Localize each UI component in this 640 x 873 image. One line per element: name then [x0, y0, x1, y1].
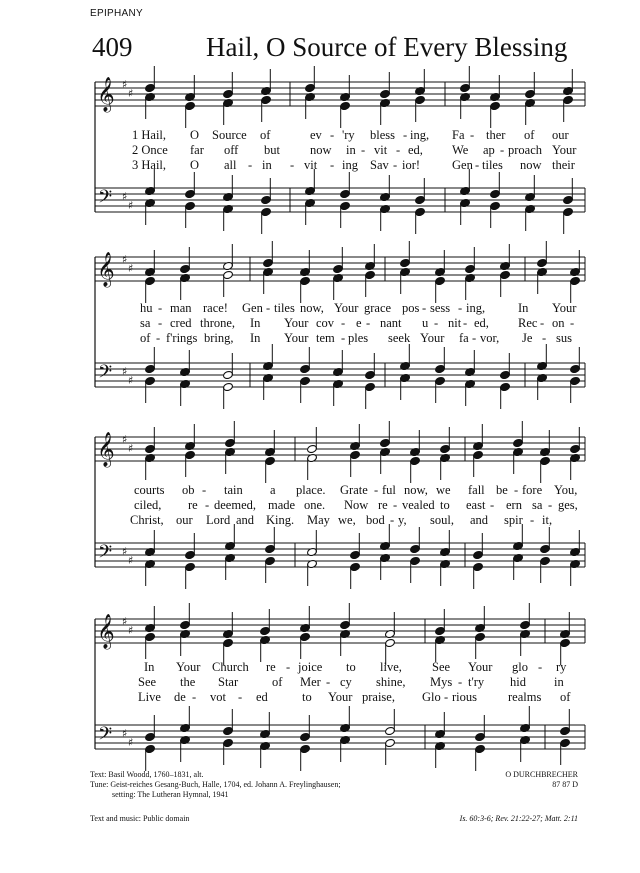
bass-clef-icon: 𝄢	[98, 187, 113, 212]
lyric-syllable: ob	[182, 483, 195, 497]
lyric-syllable: Grate	[340, 483, 368, 497]
lyric-syllable: ing,	[466, 301, 486, 315]
lyric-syllable: made	[268, 498, 296, 512]
lyric-syllable: -	[266, 301, 271, 315]
lyric-syllable: -	[326, 675, 331, 689]
lyric-syllable: tain	[224, 483, 243, 497]
lyric-syllable: nant	[380, 316, 402, 330]
sharp-icon: ♯	[128, 442, 134, 455]
lyric-syllable: Sav	[370, 158, 389, 172]
lyric-syllable: f'rings	[166, 331, 198, 345]
lyric-syllable: -	[361, 143, 366, 157]
lyrics-system-3	[90, 483, 590, 533]
lyric-syllable: -	[463, 316, 468, 330]
lyrics-system-1	[90, 128, 590, 178]
lyric-syllable: vot	[210, 690, 226, 704]
meter: 87 87 D	[552, 780, 578, 789]
sharp-icon: ♯	[122, 615, 128, 628]
lyric-syllable: tem	[316, 331, 335, 345]
lyric-syllable: sa	[140, 316, 151, 330]
lyric-syllable: our	[552, 128, 569, 142]
lyric-syllable: -	[458, 675, 463, 689]
bass-clef-icon: 𝄢	[98, 542, 113, 567]
lyric-syllable: it,	[542, 513, 553, 527]
lyric-syllable: cred	[170, 316, 192, 330]
lyric-syllable: live,	[380, 660, 402, 674]
lyric-syllable: -	[470, 128, 475, 142]
lyric-syllable: vit	[374, 143, 388, 157]
lyric-syllable: -	[514, 483, 519, 497]
lyric-syllable: Now	[344, 498, 369, 512]
lyric-syllable: of	[524, 128, 535, 142]
lyric-syllable: Gen	[242, 301, 263, 315]
lyric-syllable: joice	[298, 660, 323, 674]
credits	[90, 770, 341, 800]
lyric-syllable: Gen	[452, 158, 473, 172]
lyric-syllable: Your	[176, 660, 201, 674]
lyric-syllable: in	[346, 143, 356, 157]
lyric-syllable: hu	[140, 301, 153, 315]
lyric-syllable: 2 Once	[132, 143, 168, 157]
lyric-syllable: -	[444, 690, 449, 704]
lyric-syllable: courts	[134, 483, 165, 497]
copyright: Text and music: Public domain	[90, 814, 190, 823]
lyric-syllable: deemed,	[214, 498, 256, 512]
lyric-syllable: -	[374, 483, 379, 497]
lyric-syllable: realms	[508, 690, 542, 704]
lyric-syllable: now	[310, 143, 332, 157]
sharp-icon: ♯	[128, 554, 134, 567]
lyric-syllable: -	[542, 331, 547, 345]
lyric-syllable: ing	[342, 158, 358, 172]
lyric-syllable: of	[140, 331, 151, 345]
lyric-syllable: hid	[510, 675, 526, 689]
lyric-syllable: Je	[522, 331, 533, 345]
lyric-syllable: ges,	[558, 498, 578, 512]
lyric-syllable: throne,	[200, 316, 236, 330]
lyric-syllable: ed	[256, 690, 268, 704]
lyric-syllable: vealed	[402, 498, 435, 512]
lyric-syllable: ev	[310, 128, 322, 142]
lyric-syllable: -	[290, 158, 295, 172]
lyric-syllable: pos	[402, 301, 420, 315]
treble-clef-icon: 𝄞	[97, 432, 115, 467]
lyric-syllable: -	[393, 498, 398, 512]
hymn-title: Hail, O Source of Every Blessing	[206, 32, 568, 62]
sharp-icon: ♯	[128, 374, 134, 387]
lyric-syllable: May	[307, 513, 330, 527]
lyric-syllable: ern	[506, 498, 522, 512]
lyric-syllable: ther	[486, 128, 506, 142]
lyric-syllable: on	[552, 316, 565, 330]
lyric-syllable: the	[180, 675, 196, 689]
lyric-syllable: Star	[218, 675, 239, 689]
sharp-icon: ♯	[128, 262, 134, 275]
lyric-syllable: nit	[448, 316, 462, 330]
lyric-syllable: We	[452, 143, 469, 157]
lyric-syllable: a	[270, 483, 276, 497]
lyric-syllable: of	[272, 675, 283, 689]
lyric-syllable: -	[490, 498, 495, 512]
lyric-syllable: See	[432, 660, 451, 674]
sharp-icon: ♯	[122, 253, 128, 266]
lyric-syllable: cy	[340, 675, 352, 689]
lyric-syllable: Your	[420, 331, 445, 345]
setting-credit: setting: The Lutheran Hymnal, 1941	[112, 790, 229, 799]
lyric-syllable: to	[440, 498, 450, 512]
lyric-syllable: -	[540, 316, 545, 330]
lyric-syllable: -	[341, 331, 346, 345]
lyric-syllable: bod	[366, 513, 385, 527]
lyric-syllable: 1 Hail,	[132, 128, 167, 142]
lyric-syllable: fore	[522, 483, 543, 497]
lyric-syllable: Live	[138, 690, 161, 704]
lyric-syllable: re	[378, 498, 388, 512]
tune-name: O DURCHBRECHER	[505, 770, 578, 779]
lyrics-system-2	[90, 301, 590, 351]
lyric-syllable: fa	[459, 331, 469, 345]
section-label: EPIPHANY	[90, 8, 143, 19]
lyric-syllable: vit	[304, 158, 318, 172]
lyric-syllable: race!	[203, 301, 228, 315]
lyric-syllable: bring,	[204, 331, 234, 345]
lyric-syllable: sa	[532, 498, 543, 512]
lyric-syllable: in	[262, 158, 272, 172]
lyric-syllable: sus	[556, 331, 572, 345]
lyric-syllable: -	[286, 660, 291, 674]
lyric-syllable: rious	[452, 690, 477, 704]
sharp-icon: ♯	[128, 624, 134, 637]
lyric-syllable: -	[548, 498, 553, 512]
lyric-syllable: ed,	[408, 143, 423, 157]
lyric-syllable: -	[330, 158, 335, 172]
lyric-syllable: east	[466, 498, 486, 512]
lyric-syllable: ples	[348, 331, 369, 345]
scripture-references: Is. 60:3-6; Rev. 21:22-27; Matt. 2:11	[459, 814, 578, 823]
sharp-icon: ♯	[128, 736, 134, 749]
lyric-syllable: their	[552, 158, 575, 172]
lyric-syllable: Church	[212, 660, 249, 674]
lyric-syllable: ry	[556, 660, 567, 674]
lyric-syllable: praise,	[362, 690, 395, 704]
lyric-syllable: man	[170, 301, 192, 315]
lyric-syllable: ior!	[402, 158, 421, 172]
lyric-syllable: -	[202, 483, 207, 497]
text-credit: Text: Basil Woodd, 1760–1831, alt.	[90, 770, 204, 779]
lyric-syllable: to	[302, 690, 312, 704]
lyric-syllable: Glo	[422, 690, 441, 704]
lyric-syllable: one.	[304, 498, 326, 512]
lyric-syllable: e	[356, 316, 362, 330]
lyric-syllable: ap	[483, 143, 495, 157]
lyric-syllable: -	[205, 498, 210, 512]
lyric-syllable: Your	[468, 660, 493, 674]
lyric-syllable: ed,	[474, 316, 489, 330]
lyric-syllable: -	[366, 316, 371, 330]
lyric-syllable: -	[393, 158, 398, 172]
sharp-icon: ♯	[122, 78, 128, 91]
sharp-icon: ♯	[122, 433, 128, 446]
lyric-syllable: In	[250, 316, 261, 330]
lyric-syllable: of	[260, 128, 271, 142]
lyric-syllable: but	[264, 143, 280, 157]
lyric-syllable: Fa	[452, 128, 465, 142]
lyric-syllable: we	[436, 483, 451, 497]
lyric-syllable: In	[144, 660, 155, 674]
lyric-syllable: 'ry	[342, 128, 355, 142]
lyric-syllable: ing,	[410, 128, 430, 142]
lyric-syllable: t'ry	[468, 675, 485, 689]
lyric-syllable: Your	[552, 143, 577, 157]
lyric-syllable: -	[330, 128, 335, 142]
lyric-syllable: tiles	[274, 301, 295, 315]
lyric-syllable: -	[341, 316, 346, 330]
tune-info	[505, 770, 578, 790]
lyric-syllable: -	[500, 143, 505, 157]
lyric-syllable: -	[422, 301, 427, 315]
sharp-icon: ♯	[122, 365, 128, 378]
lyric-syllable: 3 Hail,	[132, 158, 167, 172]
lyric-syllable: In	[250, 331, 261, 345]
lyric-syllable: now	[520, 158, 542, 172]
lyric-syllable: far	[190, 143, 204, 157]
bass-clef-icon: 𝄢	[98, 362, 113, 387]
lyric-syllable: Your	[552, 301, 577, 315]
lyric-syllable: in	[554, 675, 564, 689]
lyric-syllable: ful	[382, 483, 396, 497]
lyric-syllable: re	[188, 498, 198, 512]
lyric-syllable: fall	[468, 483, 485, 497]
lyric-syllable: King.	[266, 513, 295, 527]
sharp-icon: ♯	[128, 199, 134, 212]
lyric-syllable: of	[560, 690, 571, 704]
treble-clef-icon: 𝄞	[97, 77, 115, 112]
lyric-syllable: u	[422, 316, 429, 330]
lyric-syllable: vor,	[480, 331, 500, 345]
lyric-syllable: shine,	[376, 675, 406, 689]
lyric-syllable: proach	[508, 143, 543, 157]
lyric-syllable: -	[158, 316, 163, 330]
lyric-syllable: and	[470, 513, 489, 527]
lyric-syllable: all	[224, 158, 237, 172]
lyric-syllable: O	[190, 158, 200, 172]
lyric-syllable: our	[176, 513, 193, 527]
lyric-syllable: -	[475, 158, 480, 172]
sharp-icon: ♯	[122, 727, 128, 740]
treble-clef-icon: 𝄞	[97, 252, 115, 287]
lyric-syllable: bless	[370, 128, 395, 142]
lyric-syllable: Your	[284, 316, 309, 330]
lyric-syllable: re	[266, 660, 276, 674]
lyric-syllable: -	[248, 158, 253, 172]
lyric-syllable: de	[174, 690, 186, 704]
lyric-syllable: O	[190, 128, 200, 142]
lyrics-system-4	[90, 660, 590, 710]
lyric-syllable: -	[403, 128, 408, 142]
lyric-syllable: -	[238, 690, 243, 704]
lyric-syllable: seek	[388, 331, 411, 345]
lyric-syllable: -	[396, 143, 401, 157]
sharp-icon: ♯	[122, 190, 128, 203]
treble-clef-icon: 𝄞	[97, 614, 115, 649]
lyric-syllable: off	[224, 143, 239, 157]
lyric-syllable: Your	[328, 690, 353, 704]
lyric-syllable: glo	[512, 660, 528, 674]
lyric-syllable: Rec	[518, 316, 538, 330]
lyric-syllable: You,	[554, 483, 578, 497]
sharp-icon: ♯	[128, 87, 134, 100]
lyric-syllable: -	[390, 513, 395, 527]
lyric-syllable: sess	[430, 301, 451, 315]
lyric-syllable: tiles	[482, 158, 503, 172]
lyric-syllable: be	[496, 483, 508, 497]
lyric-syllable: Your	[284, 331, 309, 345]
hymn-number: 409	[92, 32, 133, 62]
lyric-syllable: -	[434, 316, 439, 330]
lyric-syllable: spir	[504, 513, 523, 527]
lyric-syllable: -	[458, 301, 463, 315]
lyric-syllable: ciled,	[134, 498, 162, 512]
lyric-syllable: Source	[212, 128, 247, 142]
lyric-syllable: y,	[398, 513, 407, 527]
lyric-syllable: and	[236, 513, 255, 527]
lyric-syllable: Mer	[300, 675, 321, 689]
lyric-syllable: place.	[296, 483, 326, 497]
lyric-syllable: -	[472, 331, 477, 345]
lyric-syllable: -	[538, 660, 543, 674]
lyric-syllable: -	[530, 513, 535, 527]
bass-clef-icon: 𝄢	[98, 724, 113, 749]
lyric-syllable: -	[158, 301, 163, 315]
lyric-syllable: cov	[316, 316, 335, 330]
lyric-syllable: to	[346, 660, 356, 674]
lyric-syllable: soul,	[430, 513, 454, 527]
lyric-syllable: now,	[300, 301, 324, 315]
tune-credit: Tune: Geist-reiches Gesang-Buch, Halle, 1704, ed. Johann A. Freylinghausen;	[90, 780, 341, 789]
lyric-syllable: grace	[364, 301, 392, 315]
lyric-syllable: Christ,	[130, 513, 164, 527]
lyric-syllable: -	[192, 690, 197, 704]
lyric-syllable: now,	[404, 483, 428, 497]
lyric-syllable: -	[570, 316, 575, 330]
lyric-syllable: Lord	[206, 513, 231, 527]
sharp-icon: ♯	[122, 545, 128, 558]
lyric-syllable: -	[156, 331, 161, 345]
lyric-syllable: In	[518, 301, 529, 315]
lyric-syllable: we,	[338, 513, 356, 527]
lyric-syllable: Your	[334, 301, 359, 315]
lyric-syllable: See	[138, 675, 157, 689]
lyric-syllable: Mys	[430, 675, 453, 689]
